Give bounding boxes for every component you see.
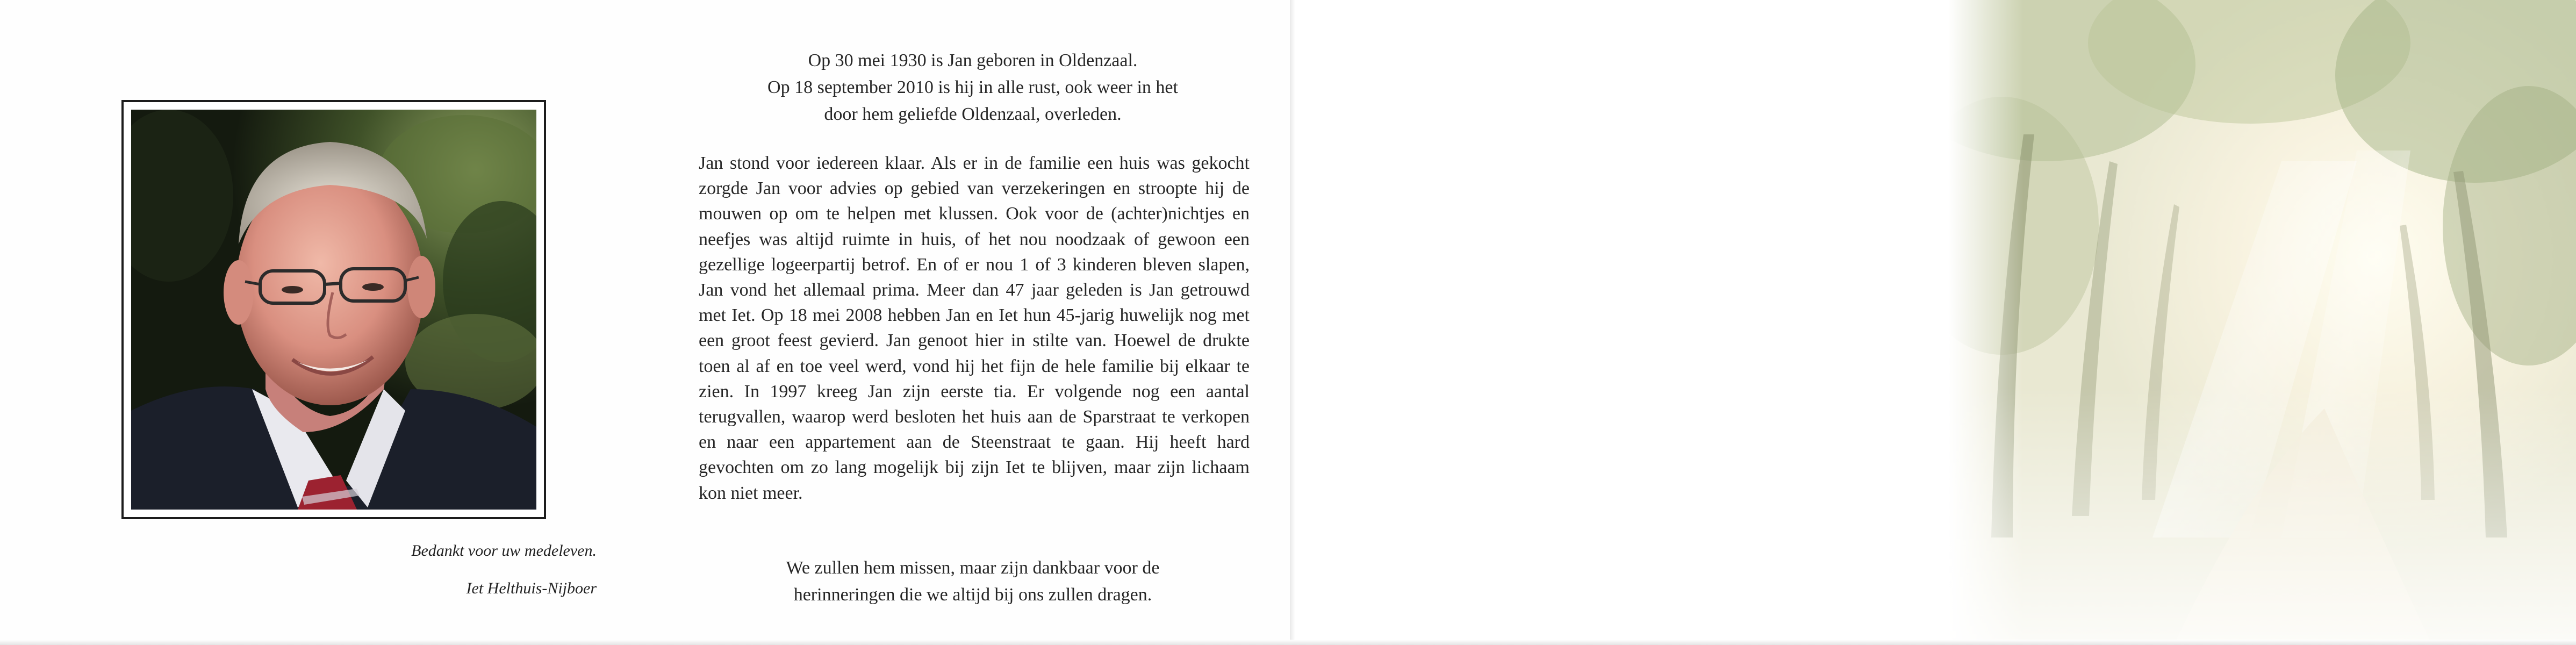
intro-line: door hem geliefde Oldenzaal, overleden. [824,104,1122,124]
card-bottom-edge [0,640,2576,645]
intro-line: Op 30 mei 1930 is Jan geboren in Oldenzaal. [808,51,1138,70]
portrait-frame [121,100,546,519]
intro-paragraph [688,47,1258,128]
closing-paragraph [688,555,1258,608]
thanks-note: Bedankt voor uw medeleven. [411,542,597,560]
portrait-photo [131,110,536,510]
memorial-card-right-panel [1295,0,2576,645]
intro-line: Op 18 september 2010 is hij in alle rust, ook weer in het [767,77,1178,97]
forest-light-illustration [1948,0,2576,645]
biography-paragraph: Jan stond voor iedereen klaar. Als er in de familie een huis was gekocht zorgde Jan voor advies op gebied van verzekeringen en stroopte hij de mouwen op om te helpen met klussen. Ook voor de (achter)nichtjes en neefjes was altijd ruimte in huis, of het nou noodzaak of gewoon een gezellige logeerpartij betrof. En of er nou 1 of 3 kinderen bleven slapen, Jan vond het allemaal prima. Meer dan 47 jaar geleden is Jan getrouwd met Iet. Op 18 mei 2008 hebben Jan en Iet hun 45-jarig huwelijk nog met een groot feest gevierd. Jan genoot hier in stilte van. Hoewel de drukte toen al af en toe veel werd, vond hij het fijn de hele familie bij elkaar te zien. In 1997 kreeg Jan zijn eerste tia. Er volgende nog een aantal terugvallen, waarop werd besloten het huis aan de Sparstraat te verkopen en naar een appartement aan de Steenstraat te gaan. Hij heeft hard gevochten om zo lang mogelijk bij zijn Iet te blijven, maar zijn lichaam kon niet meer. [699,153,1250,503]
card-fold [1290,0,1295,645]
signature-name: Iet Helthuis-Nijboer [466,579,597,597]
closing-line: We zullen hem missen, maar zijn dankbaar voor de [786,558,1160,578]
closing-line: herinneringen die we altijd bij ons zullen dragen. [793,585,1152,605]
